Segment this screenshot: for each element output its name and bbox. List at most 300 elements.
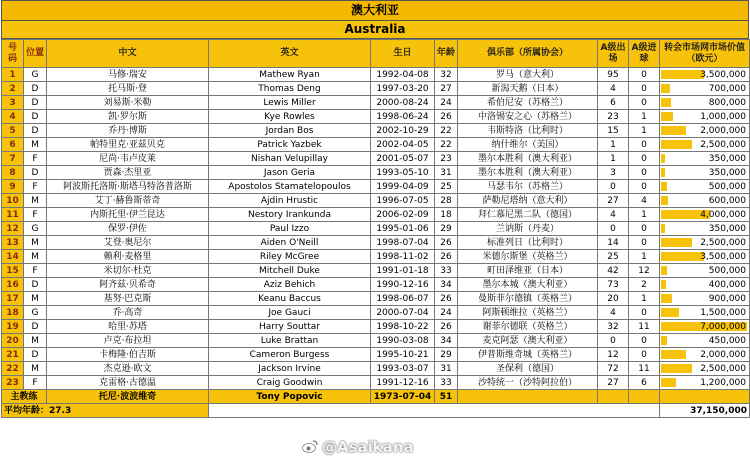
- table-row: [2, 138, 750, 152]
- player-number: 2: [2, 82, 24, 96]
- market-value-bar: [661, 154, 665, 163]
- player-number: 1: [2, 68, 24, 82]
- player-club: 萨勒尼塔纳（意大利）: [458, 194, 598, 208]
- player-age: 26: [435, 236, 458, 250]
- market-value-bar: [661, 140, 692, 149]
- player-age: 18: [435, 208, 458, 222]
- market-value-bar: [661, 168, 665, 177]
- table-row: [2, 82, 750, 96]
- market-value-text: 1,000,000: [700, 111, 746, 122]
- player-birthdate: 1993-05-10: [371, 166, 435, 180]
- player-market-value: [660, 306, 750, 320]
- header-caps: A级出场: [598, 40, 629, 68]
- player-goals: 6: [629, 376, 660, 390]
- market-value-bar: [661, 70, 704, 79]
- player-english-name: Joe Gauci: [209, 306, 371, 320]
- player-goals: 0: [629, 138, 660, 152]
- player-age: 27: [435, 82, 458, 96]
- player-club: 米德尔斯堡（英格兰）: [458, 250, 598, 264]
- player-market-value: [660, 222, 750, 236]
- table-row: [2, 152, 750, 166]
- player-market-value: [660, 334, 750, 348]
- player-club: 阿斯顿维拉（英格兰）: [458, 306, 598, 320]
- table-row: [2, 194, 750, 208]
- market-value-text: 350,000: [708, 167, 746, 178]
- player-age: 25: [435, 180, 458, 194]
- coach-empty-cell: [458, 390, 598, 404]
- player-birthdate: 2000-07-04: [371, 306, 435, 320]
- player-birthdate: 2006-02-09: [371, 208, 435, 222]
- player-market-value: [660, 166, 750, 180]
- player-club: 马瑟韦尔（苏格兰）: [458, 180, 598, 194]
- coach-english-name: Tony Popovic: [209, 390, 371, 404]
- player-number: 18: [2, 306, 24, 320]
- player-chinese-name: 尼尚·韦卢皮莱: [47, 152, 209, 166]
- player-position: D: [24, 96, 47, 110]
- player-birthdate: 1991-01-18: [371, 264, 435, 278]
- player-caps: 6: [598, 96, 629, 110]
- player-goals: 4: [629, 194, 660, 208]
- summary-row: [2, 404, 750, 418]
- market-value-text: 700,000: [708, 83, 746, 94]
- page-subtitle: Australia: [1, 21, 749, 39]
- player-chinese-name: 凯·罗尔斯: [47, 110, 209, 124]
- player-number: 14: [2, 250, 24, 264]
- player-number: 7: [2, 152, 24, 166]
- player-caps: 23: [598, 110, 629, 124]
- player-goals: 12: [629, 264, 660, 278]
- player-club: 新潟天鹅（日本）: [458, 82, 598, 96]
- market-value-text: 2,000,000: [700, 125, 746, 136]
- player-goals: 0: [629, 152, 660, 166]
- player-position: M: [24, 138, 47, 152]
- player-age: 34: [435, 334, 458, 348]
- player-english-name: Riley McGree: [209, 250, 371, 264]
- player-english-name: Craig Goodwin: [209, 376, 371, 390]
- player-goals: 0: [629, 236, 660, 250]
- coach-row: [2, 390, 750, 404]
- player-birthdate: 2002-10-29: [371, 124, 435, 138]
- table-row: [2, 348, 750, 362]
- player-caps: 27: [598, 194, 629, 208]
- player-caps: 1: [598, 152, 629, 166]
- player-chinese-name: 杰克逊·欧文: [47, 362, 209, 376]
- player-english-name: Aiden O'Neill: [209, 236, 371, 250]
- player-chinese-name: 艾丁·赫鲁斯蒂奇: [47, 194, 209, 208]
- table-row: [2, 334, 750, 348]
- table-row: [2, 68, 750, 82]
- table-row: [2, 306, 750, 320]
- market-value-text: 350,000: [708, 223, 746, 234]
- player-caps: 1: [598, 138, 629, 152]
- player-english-name: Kye Rowles: [209, 110, 371, 124]
- player-goals: 2: [629, 278, 660, 292]
- player-market-value: [660, 236, 750, 250]
- player-english-name: Luke Brattan: [209, 334, 371, 348]
- header-birthdate: 生日: [371, 40, 435, 68]
- player-position: M: [24, 236, 47, 250]
- player-club: 标准列日（比利时）: [458, 236, 598, 250]
- player-chinese-name: 克雷格·古德温: [47, 376, 209, 390]
- player-number: 23: [2, 376, 24, 390]
- coach-label: 主教练: [2, 390, 47, 404]
- player-chinese-name: 卡梅隆·伯吉斯: [47, 348, 209, 362]
- market-value-bar: [661, 196, 668, 205]
- player-birthdate: 1991-12-16: [371, 376, 435, 390]
- player-position: M: [24, 194, 47, 208]
- header-age: 年龄: [435, 40, 458, 68]
- player-number: 22: [2, 362, 24, 376]
- player-caps: 14: [598, 236, 629, 250]
- player-birthdate: 1990-12-16: [371, 278, 435, 292]
- player-chinese-name: 马修·瑞安: [47, 68, 209, 82]
- table-row: [2, 320, 750, 334]
- player-position: D: [24, 320, 47, 334]
- player-age: 31: [435, 362, 458, 376]
- player-caps: 4: [598, 82, 629, 96]
- player-caps: 25: [598, 250, 629, 264]
- market-value-text: 1,500,000: [700, 307, 746, 318]
- market-value-text: 450,000: [708, 335, 746, 346]
- player-club: 沙特统一（沙特阿拉伯）: [458, 376, 598, 390]
- page-title: 澳大利亚: [1, 0, 749, 21]
- player-number: 6: [2, 138, 24, 152]
- player-position: F: [24, 180, 47, 194]
- market-value-bar: [661, 336, 667, 345]
- player-number: 9: [2, 180, 24, 194]
- table-row: [2, 180, 750, 194]
- market-value-text: 600,000: [708, 195, 746, 206]
- market-value-text: 800,000: [708, 97, 746, 108]
- player-age: 33: [435, 376, 458, 390]
- player-number: 21: [2, 348, 24, 362]
- player-caps: 4: [598, 306, 629, 320]
- player-age: 23: [435, 152, 458, 166]
- player-club: 墨尔本城（澳大利亚）: [458, 278, 598, 292]
- player-birthdate: 2001-05-07: [371, 152, 435, 166]
- header-goals: A级进球: [629, 40, 660, 68]
- player-english-name: Keanu Baccus: [209, 292, 371, 306]
- coach-empty-cell: [660, 390, 750, 404]
- table-row: [2, 292, 750, 306]
- watermark: [302, 438, 414, 456]
- player-position: D: [24, 278, 47, 292]
- player-chinese-name: 阿波斯托洛斯·斯塔马特洛普洛斯: [47, 180, 209, 194]
- player-caps: 95: [598, 68, 629, 82]
- player-birthdate: 1990-03-08: [371, 334, 435, 348]
- player-position: F: [24, 208, 47, 222]
- player-market-value: [660, 320, 750, 334]
- table-header-row: [2, 40, 750, 68]
- player-age: 24: [435, 306, 458, 320]
- player-goals: 0: [629, 82, 660, 96]
- player-number: 20: [2, 334, 24, 348]
- coach-birthdate: 1973-07-04: [371, 390, 435, 404]
- player-club: 圣保利（德国）: [458, 362, 598, 376]
- market-value-text: 4,000,000: [700, 209, 746, 220]
- player-caps: 15: [598, 124, 629, 138]
- player-market-value: [660, 180, 750, 194]
- player-chinese-name: 艾登·奥尼尔: [47, 236, 209, 250]
- player-chinese-name: 乔丹·博斯: [47, 124, 209, 138]
- player-chinese-name: 哈里·苏塔: [47, 320, 209, 334]
- player-english-name: Paul Izzo: [209, 222, 371, 236]
- player-number: 10: [2, 194, 24, 208]
- market-value-text: 400,000: [708, 279, 746, 290]
- market-value-text: 3,500,000: [700, 69, 746, 80]
- player-market-value: [660, 194, 750, 208]
- player-club: 麦克阿瑟（澳大利亚）: [458, 334, 598, 348]
- player-club: 韦斯特洛（比利时）: [458, 124, 598, 138]
- player-birthdate: 2000-08-24: [371, 96, 435, 110]
- player-birthdate: 1997-03-20: [371, 82, 435, 96]
- player-goals: 11: [629, 320, 660, 334]
- table-row: [2, 166, 750, 180]
- summary-spacer: [209, 404, 660, 418]
- player-birthdate: 2002-04-05: [371, 138, 435, 152]
- player-chinese-name: 赖利·麦格里: [47, 250, 209, 264]
- player-club: 罗马（意大利）: [458, 68, 598, 82]
- player-english-name: Apostolos Stamatelopoulos: [209, 180, 371, 194]
- player-birthdate: 1995-10-21: [371, 348, 435, 362]
- player-goals: 11: [629, 362, 660, 376]
- market-value-bar: [661, 98, 671, 107]
- player-caps: 73: [598, 278, 629, 292]
- player-chinese-name: 阿齐兹·贝希奇: [47, 278, 209, 292]
- player-goals: 0: [629, 348, 660, 362]
- player-goals: 0: [629, 96, 660, 110]
- player-caps: 3: [598, 166, 629, 180]
- player-position: D: [24, 82, 47, 96]
- player-market-value: [660, 376, 750, 390]
- player-chinese-name: 乔·高奇: [47, 306, 209, 320]
- market-value-bar: [661, 84, 670, 93]
- player-club: 纳什维尔（美国）: [458, 138, 598, 152]
- market-value-text: 2,500,000: [700, 237, 746, 248]
- player-english-name: Mitchell Duke: [209, 264, 371, 278]
- player-english-name: Ajdin Hrustic: [209, 194, 371, 208]
- header-club: 俱乐部（所属协会）: [458, 40, 598, 68]
- player-caps: 72: [598, 362, 629, 376]
- player-market-value: [660, 68, 750, 82]
- table-row: [2, 208, 750, 222]
- player-age: 34: [435, 278, 458, 292]
- market-value-bar: [661, 364, 692, 373]
- watermark-text: @Asaikana: [322, 438, 414, 456]
- player-chinese-name: 贾森·杰里亚: [47, 166, 209, 180]
- player-english-name: Mathew Ryan: [209, 68, 371, 82]
- player-age: 31: [435, 166, 458, 180]
- player-age: 29: [435, 222, 458, 236]
- player-market-value: [660, 292, 750, 306]
- market-value-bar: [661, 238, 692, 247]
- coach-empty-cell: [629, 390, 660, 404]
- player-caps: 27: [598, 376, 629, 390]
- player-club: 中洛锡安之心（苏格兰）: [458, 110, 598, 124]
- player-age: 26: [435, 292, 458, 306]
- player-market-value: [660, 110, 750, 124]
- player-birthdate: 1996-07-05: [371, 194, 435, 208]
- table-row: [2, 96, 750, 110]
- player-birthdate: 1998-06-24: [371, 110, 435, 124]
- player-position: G: [24, 68, 47, 82]
- table-row: [2, 250, 750, 264]
- player-number: 11: [2, 208, 24, 222]
- player-club: 墨尔本胜利（澳大利亚）: [458, 166, 598, 180]
- player-age: 26: [435, 250, 458, 264]
- player-goals: 1: [629, 250, 660, 264]
- player-position: F: [24, 152, 47, 166]
- player-birthdate: 1998-11-02: [371, 250, 435, 264]
- player-birthdate: 1998-10-22: [371, 320, 435, 334]
- player-market-value: [660, 138, 750, 152]
- player-goals: 0: [629, 222, 660, 236]
- header-chinese-name: 中文: [47, 40, 209, 68]
- player-birthdate: 1998-07-04: [371, 236, 435, 250]
- player-caps: 0: [598, 222, 629, 236]
- total-market-value: 37,150,000: [660, 404, 750, 418]
- player-position: F: [24, 264, 47, 278]
- player-goals: 0: [629, 180, 660, 194]
- player-club: 拜仁慕尼黑二队（德国）: [458, 208, 598, 222]
- player-position: F: [24, 376, 47, 390]
- market-value-bar: [661, 224, 665, 233]
- player-market-value: [660, 362, 750, 376]
- player-number: 16: [2, 278, 24, 292]
- player-age: 33: [435, 264, 458, 278]
- player-chinese-name: 卢克·布拉坦: [47, 334, 209, 348]
- player-english-name: Lewis Miller: [209, 96, 371, 110]
- player-position: D: [24, 110, 47, 124]
- player-position: G: [24, 222, 47, 236]
- player-club: 墨尔本胜利（澳大利亚）: [458, 152, 598, 166]
- player-age: 22: [435, 138, 458, 152]
- player-goals: 1: [629, 124, 660, 138]
- player-chinese-name: 刘易斯·米勒: [47, 96, 209, 110]
- player-market-value: [660, 208, 750, 222]
- player-age: 24: [435, 96, 458, 110]
- market-value-bar: [661, 266, 667, 275]
- header-position: 位置: [24, 40, 47, 68]
- market-value-text: 2,500,000: [700, 139, 746, 150]
- player-chinese-name: 保罗·伊佐: [47, 222, 209, 236]
- player-goals: 0: [629, 166, 660, 180]
- market-value-bar: [661, 294, 672, 303]
- player-english-name: Nestory Irankunda: [209, 208, 371, 222]
- player-english-name: Jackson Irvine: [209, 362, 371, 376]
- player-market-value: [660, 96, 750, 110]
- player-number: 4: [2, 110, 24, 124]
- player-caps: 0: [598, 180, 629, 194]
- player-age: 29: [435, 348, 458, 362]
- player-club: 兰讷斯（丹麦）: [458, 222, 598, 236]
- squad-table: [1, 39, 750, 418]
- market-value-bar: [661, 126, 686, 135]
- header-number: 号码: [2, 40, 24, 68]
- player-position: M: [24, 250, 47, 264]
- player-english-name: Patrick Yazbek: [209, 138, 371, 152]
- market-value-text: 500,000: [708, 265, 746, 276]
- player-english-name: Cameron Burgess: [209, 348, 371, 362]
- player-market-value: [660, 348, 750, 362]
- coach-empty-cell: [598, 390, 629, 404]
- player-club: 町田泽维亚（日本）: [458, 264, 598, 278]
- player-goals: 1: [629, 208, 660, 222]
- player-chinese-name: 内斯托里·伊兰昆达: [47, 208, 209, 222]
- player-number: 19: [2, 320, 24, 334]
- market-value-text: 1,200,000: [700, 377, 746, 388]
- average-age: 平均年龄：27.3: [2, 404, 209, 418]
- player-birthdate: 1993-03-07: [371, 362, 435, 376]
- player-birthdate: 1999-04-09: [371, 180, 435, 194]
- table-row: [2, 236, 750, 250]
- player-position: M: [24, 334, 47, 348]
- player-birthdate: 1992-04-08: [371, 68, 435, 82]
- player-club: 希伯尼安（苏格兰）: [458, 96, 598, 110]
- player-position: D: [24, 348, 47, 362]
- market-value-bar: [661, 308, 679, 317]
- market-value-bar: [661, 350, 686, 359]
- player-goals: 1: [629, 292, 660, 306]
- player-chinese-name: 基努·巴克斯: [47, 292, 209, 306]
- player-position: M: [24, 362, 47, 376]
- player-market-value: [660, 278, 750, 292]
- player-market-value: [660, 152, 750, 166]
- player-age: 26: [435, 110, 458, 124]
- player-age: 32: [435, 68, 458, 82]
- player-number: 3: [2, 96, 24, 110]
- market-value-text: 500,000: [708, 181, 746, 192]
- player-english-name: Thomas Deng: [209, 82, 371, 96]
- player-age: 22: [435, 124, 458, 138]
- market-value-text: 350,000: [708, 153, 746, 164]
- player-english-name: Jordan Bos: [209, 124, 371, 138]
- player-age: 28: [435, 194, 458, 208]
- table-row: [2, 110, 750, 124]
- player-goals: 0: [629, 306, 660, 320]
- header-english-name: 英文: [209, 40, 371, 68]
- player-caps: 4: [598, 208, 629, 222]
- market-value-bar: [661, 252, 704, 261]
- player-number: 5: [2, 124, 24, 138]
- player-number: 12: [2, 222, 24, 236]
- weibo-icon: [302, 440, 318, 453]
- player-position: D: [24, 166, 47, 180]
- player-english-name: Harry Souttar: [209, 320, 371, 334]
- player-rows: [2, 68, 750, 390]
- player-caps: 20: [598, 292, 629, 306]
- player-market-value: [660, 124, 750, 138]
- player-caps: 12: [598, 348, 629, 362]
- player-english-name: Aziz Behich: [209, 278, 371, 292]
- market-value-text: 900,000: [708, 293, 746, 304]
- table-row: [2, 264, 750, 278]
- squad-sheet: [1, 0, 749, 418]
- player-caps: 32: [598, 320, 629, 334]
- market-value-bar: [661, 280, 666, 289]
- market-value-bar: [661, 112, 673, 121]
- player-caps: 42: [598, 264, 629, 278]
- market-value-bar: [661, 378, 676, 387]
- coach-age: 51: [435, 390, 458, 404]
- table-row: [2, 376, 750, 390]
- player-club: 谢菲尔德联（英格兰）: [458, 320, 598, 334]
- player-market-value: [660, 82, 750, 96]
- market-value-text: 7,000,000: [700, 321, 746, 332]
- player-club: 曼斯菲尔德镇（英格兰）: [458, 292, 598, 306]
- player-goals: 0: [629, 334, 660, 348]
- market-value-text: 2,000,000: [700, 349, 746, 360]
